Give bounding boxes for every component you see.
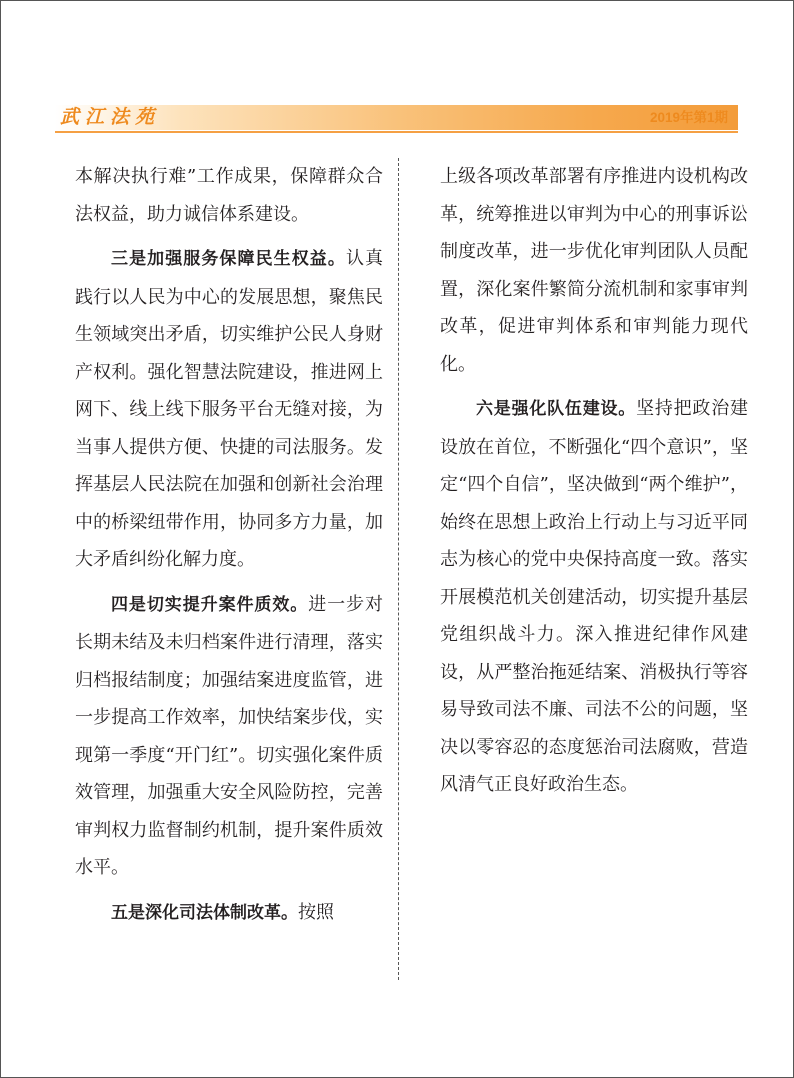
paragraph-body: 进一步对长期未结及未归档案件进行清理，落实归档报结制度；加强结案进度监管，进一步提高工作效率，加快结案步伐，实现第一季度“开门红”。切实强化案件质效管理，加强重大安全风险防控，完善审判权力监督制约机制，提升案件质效水平。 bbox=[75, 593, 384, 878]
paragraph bbox=[440, 390, 748, 804]
section-lead: 五是深化司法体制改革。 bbox=[111, 902, 298, 923]
paragraph-body: 按照 bbox=[298, 901, 334, 923]
paragraph bbox=[75, 240, 383, 579]
paragraph: 本解决执行难”工作成果，保障群众合法权益，助力诚信体系建设。 bbox=[75, 166, 383, 225]
issue-label: 2019年第1期 bbox=[649, 110, 728, 125]
paragraph-body: 坚持把政治建设放在首位，不断强化“四个意识”，坚定“四个自信”，坚决做到“两个维护”，始终在思想上政治上行动上与习近平同志为核心的党中央保持高度一致。落实开展模范机关创建活动，切实提升基层党组织战斗力。深入推进纪律作风建设，从严整治拖延结案、消极执行等容易导致司法不廉、司法不公的问题，坚决以零容忍的态度惩治司法腐败，营造风清气正良好政治生态。 bbox=[440, 398, 749, 795]
right-column bbox=[440, 158, 748, 804]
left-column bbox=[75, 158, 383, 932]
section-lead: 四是切实提升案件质效。 bbox=[111, 594, 309, 615]
paragraph-body: 认真践行以人民为中心的发展思想，聚焦民生领域突出矛盾，切实维护公民人身财产权利。强化智慧法院建设，推进网上网下、线上线下服务平台无缝对接，为当事人提供方便、快捷的司法服务。发挥基层人民法院在加强和创新社会治理中的桥梁纽带作用，协同多方力量，加大矛盾纠纷化解力度。 bbox=[75, 248, 384, 570]
paragraph bbox=[75, 586, 383, 887]
paragraph bbox=[75, 894, 383, 933]
section-lead: 六是强化队伍建设。 bbox=[476, 399, 637, 419]
section-lead: 三是加强服务保障民生权益。 bbox=[111, 249, 346, 269]
column-divider bbox=[398, 158, 399, 980]
paragraph: 上级各项改革部署有序推进内设机构改革，统筹推进以审判为中心的刑事诉讼制度改革，进一步优化审判团队人员配置，深化案件繁简分流机制和家事审判改革，促进审判体系和审判能力现代化。 bbox=[440, 166, 748, 375]
journal-name: 武江法苑 bbox=[60, 106, 161, 128]
